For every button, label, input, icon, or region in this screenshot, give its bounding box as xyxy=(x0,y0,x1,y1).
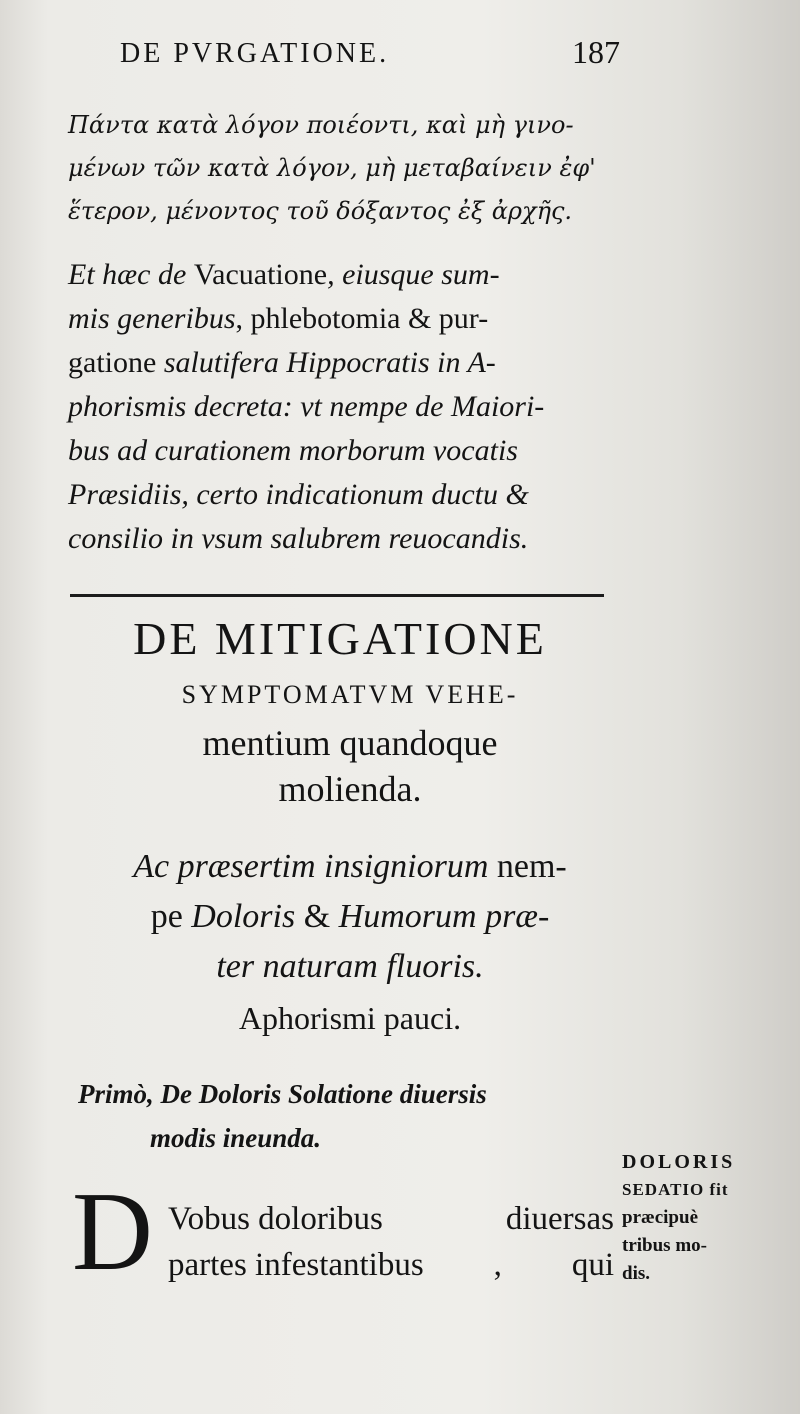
paragraph-line: Præsidiis, certo indicationum ductu & xyxy=(68,478,529,511)
running-head xyxy=(120,34,620,78)
closing-paragraph xyxy=(68,253,628,561)
paragraph-line: consilio in vsum salubrem reuocandis. xyxy=(68,522,529,555)
subheading-line: molienda. xyxy=(278,769,422,809)
greek-quotation xyxy=(68,104,628,233)
margin-note-line: SEDATIO fit xyxy=(622,1180,729,1199)
subtitle-line xyxy=(70,842,630,892)
subtitle-line: ter naturam fluoris. xyxy=(216,948,484,985)
greek-line: Πάντα κατὰ λόγον ποιέοντι, καὶ μὴ γινο- xyxy=(68,111,574,139)
text-span: pe xyxy=(150,898,192,935)
primo-line: modis ineunda. xyxy=(150,1123,322,1153)
subheading-line: mentium quandoque xyxy=(202,723,498,763)
margin-note-line: DOLORIS xyxy=(622,1151,736,1173)
paragraph-line: phorismis decreta: vt nempe de Maiori- xyxy=(68,390,545,423)
paragraph-line xyxy=(68,341,628,385)
text-span: qui xyxy=(571,1247,614,1283)
text-span: mis generibus xyxy=(68,302,236,335)
subtitle-line xyxy=(70,892,630,942)
greek-line: μένων τῶν κατὰ λόγον, μὴ μεταβαίνειν ἐφ' xyxy=(68,154,596,182)
section-subtitle xyxy=(70,842,630,992)
text-span: partes infestantibus xyxy=(168,1247,424,1283)
paragraph-line xyxy=(68,297,628,341)
aphorismi-label: Aphorismi pauci. xyxy=(238,1000,462,1036)
text-span: Humorum præ- xyxy=(338,898,550,935)
body-line xyxy=(168,1196,614,1242)
body-text xyxy=(168,1196,614,1288)
paragraph-line xyxy=(68,253,628,297)
paragraph-line: bus ad curationem morborum vocatis xyxy=(68,434,518,467)
text-span: , xyxy=(493,1247,502,1283)
text-span: diuersas xyxy=(505,1201,614,1237)
text-span: Doloris xyxy=(191,898,296,935)
section-subheading xyxy=(100,720,600,812)
text-span: & xyxy=(295,898,339,935)
greek-line: ἕτερον, μένοντος τοῦ δόξαντος ἐξ ἀρχῆς. xyxy=(68,197,573,225)
text-span: Et hæc de xyxy=(68,258,194,291)
text-span: Vacuatione xyxy=(193,258,328,291)
margin-note-line: tribus mo- xyxy=(622,1235,707,1256)
section-subheading-caps: SYMPTOMATVM VEHE- xyxy=(181,680,519,709)
body-line xyxy=(168,1242,614,1288)
text-span: Ac præsertim insigniorum xyxy=(133,848,489,885)
text-span: , phlebotomia & pur- xyxy=(235,302,489,335)
running-title: DE PVRGATIONE. xyxy=(120,38,390,69)
drop-cap: D xyxy=(72,1170,153,1294)
section-heading: DE MITIGATIONE xyxy=(133,613,547,664)
margin-note-line: præcipuè xyxy=(622,1207,698,1228)
margin-note xyxy=(622,1148,792,1288)
text-span: , eiusque sum- xyxy=(327,258,500,291)
primo-line: Primò, De Doloris Solatione diuersis xyxy=(78,1079,487,1109)
text-span: gatione xyxy=(68,346,157,379)
text-span: nem- xyxy=(488,848,567,885)
section-divider xyxy=(70,594,604,597)
margin-note-line: dis. xyxy=(622,1263,650,1284)
page-number: 187 xyxy=(572,34,620,70)
text-span: Vobus doloribus xyxy=(168,1201,383,1237)
text-span: salutifera Hippocratis in A- xyxy=(156,346,496,379)
primo-heading xyxy=(78,1072,618,1160)
